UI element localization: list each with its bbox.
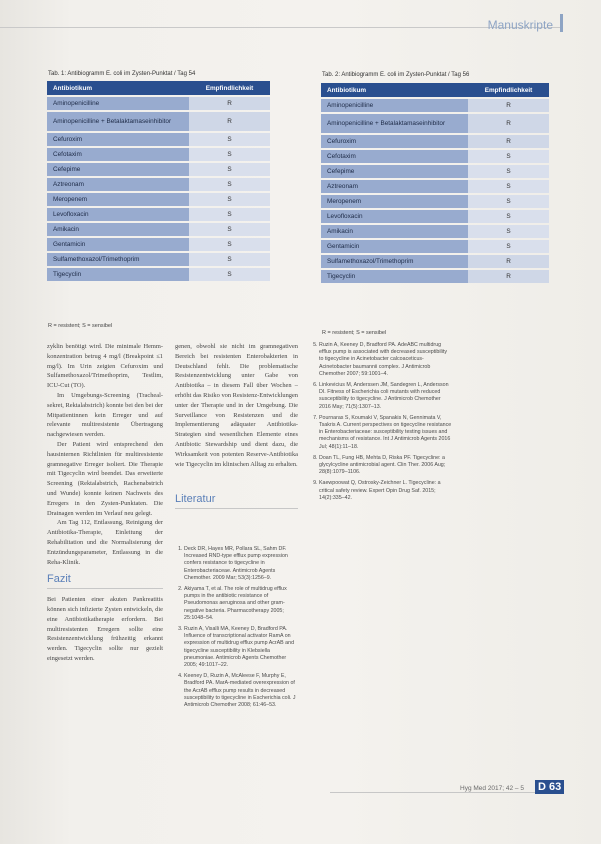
table-row [321, 225, 549, 238]
antibiotic-cell: Tigecyclin [47, 268, 189, 281]
section-label: Manuskripte [487, 18, 553, 32]
table-row [47, 253, 270, 266]
antibiotic-cell: Tigecyclin [321, 270, 468, 283]
sensitivity-cell: S [189, 223, 270, 236]
table-row [321, 165, 549, 178]
table2-header-sensitivity: Empfindlichkeit [468, 83, 549, 97]
antibiotic-cell: Aztreonam [321, 180, 468, 193]
journal-citation: Hyg Med 2017; 42 – 5 [460, 785, 524, 792]
table-row [321, 255, 549, 268]
reference-item: 9. Kaewpoowat Q, Ostrosky-Zeichner L. Tigecycline: a critical safety review. Expert Opin Drug Saf. 2015; 14(2):335–42. [319, 480, 452, 502]
table-row [47, 193, 270, 206]
table-row [47, 163, 270, 176]
antibiotic-cell: Levofloxacin [321, 210, 468, 223]
body-column-1 [47, 342, 163, 664]
body-column-2 [175, 342, 298, 515]
section-marker [560, 14, 563, 32]
sensitivity-cell: R [189, 97, 270, 110]
table-row [321, 150, 549, 163]
table-row [321, 135, 549, 148]
sensitivity-cell: S [189, 178, 270, 191]
antibiotic-cell: Amikacin [47, 223, 189, 236]
table-row [47, 133, 270, 146]
table2-header-antibiotic: Antibiotikum [321, 83, 468, 97]
antibiotic-cell: Aminopenicilline [321, 99, 468, 112]
literatur-heading: Literatur [175, 495, 298, 509]
table-row [321, 270, 549, 283]
antibiotic-cell: Cefepime [321, 165, 468, 178]
body-paragraph: Im Umgebungs-Screening (Tracheal-sekret, Rektalabstrich) konnte bei den bei der Mitpatientinnen kein Erreger und auf relevante multiresistente Übertragung nachgewiesen werden. [47, 391, 163, 439]
page-number: D 63 [535, 780, 564, 794]
sensitivity-cell: S [189, 133, 270, 146]
sensitivity-cell: R [468, 99, 549, 112]
body-paragraph: genen, obwohl sie nicht im gramnegativen Bereich bei resistenten Enterobakterien in Deutschland fehlt. Die problematische Resistenzentwicklung unter Gabe von Antibiotika – in diesem Fall über Wochen – erhöht das Risiko von Resistenz-Entwicklungen unter der Therapie und in der Umgebung. Die Surveillance von Resistenzen und die Implementierung adäquater Antibiotika-Strategien sind wesentlichen Elemente eines Antibiotic Stewardship und dient dazu, die Wirksamkeit von potenten Reserve-Antibiotika wie Tigecyclin im klinischen Alltag zu erhalten. [175, 343, 298, 468]
sensitivity-cell: R [468, 114, 549, 133]
page-footer [0, 780, 601, 800]
table1-note: R = resistent; S = sensibel [48, 323, 113, 329]
table-row [47, 178, 270, 191]
reference-item: 2. Akiyama T, et al. The role of multidrug efflux pumps in the antibiotic resistance of Pseudomonas aeruginosa and other gram-negative bacteria. Pharmacotherapy 2005; 25:1048–54. [184, 586, 298, 622]
table-row [47, 112, 270, 131]
reference-item: 3. Ruzin A, Visalli MA, Keeney D, Bradford PA. Influence of transcriptional activator RamA on expression of multidrug efflux pump AcrAB and tigecycline susceptibility in Klebsiella pneumoniae. Antimicrob Agents Chemother 2005; 49:1017–22. [184, 626, 298, 669]
table-row [47, 148, 270, 161]
table1-header-sensitivity: Empfindlichkeit [189, 81, 270, 95]
references-column-3 [310, 342, 452, 506]
body-paragraph: Am Tag 112, Entlassung, Reinigung der Antibiotika-Therapie, Einleitung der Rehabilitation und die Normalisierung der Entzündungsparameter, Entlassung in die Reha-Klinik. [47, 519, 163, 566]
sensitivity-cell: R [468, 255, 549, 268]
references-column-2 [175, 546, 298, 713]
antibiotic-cell: Levofloxacin [47, 208, 189, 221]
reference-item: 5. Ruzin A, Keeney D, Bradford PA. AdeABC multidrug efflux pump is associated with decreased susceptibility to tigecycline in Acinetobacter calcoaceticus-Acinetobacter baumannii complex. J Antimicrob Chemother 2007; 59:1001–4. [319, 342, 452, 378]
table-row [47, 97, 270, 110]
sensitivity-cell: S [468, 225, 549, 238]
sensitivity-cell: S [189, 163, 270, 176]
antibiotic-cell: Cefuroxim [47, 133, 189, 146]
sensitivity-cell: S [189, 208, 270, 221]
sensitivity-cell: R [468, 135, 549, 148]
antibiotic-cell: Cefuroxim [321, 135, 468, 148]
table2 [321, 81, 549, 285]
sensitivity-cell: S [189, 238, 270, 251]
sensitivity-cell: R [189, 112, 270, 131]
body-paragraph: zyklin benötigt wird. Die minimale Hemm-konzentration betrug 4 mg/l (Breakpoint ≤1 mg/l). Im Urin zeigten Cefuroxim und Sulfamethoxazol/Trimethoprim, Testlim, ICU-Cut (TO). [47, 343, 163, 390]
fazit-heading: Fazit [47, 575, 163, 589]
fazit-paragraph: Bei Patienten einer akuten Pankreatitis können sich infizierte Zysten entwickeln, die eine Antibiotikatherapie erfordern. Bei multiresistenten Erregern sollte eine Resistenzentwicklung frühzeitig erkannt werden. Tigecyclin sollte nur gezielt eingesetzt werden. [47, 596, 163, 662]
table-row [47, 238, 270, 251]
antibiotic-cell: Sulfamethoxazol/Trimethoprim [321, 255, 468, 268]
antibiotic-cell: Amikacin [321, 225, 468, 238]
antibiotic-cell: Aztreonam [47, 178, 189, 191]
antibiotic-cell: Meropenem [47, 193, 189, 206]
table1 [47, 79, 270, 283]
antibiotic-cell: Sulfamethoxazol/Trimethoprim [47, 253, 189, 266]
table2-note: R = resistent; S = sensibel [322, 330, 387, 336]
sensitivity-cell: S [468, 150, 549, 163]
sensitivity-cell: S [468, 240, 549, 253]
antibiotic-cell: Cefepime [47, 163, 189, 176]
table-row [47, 223, 270, 236]
antibiotic-cell: Aminopenicilline + Betalaktamaseinhibitor [47, 112, 189, 131]
antibiotic-cell: Cefotaxim [47, 148, 189, 161]
reference-item: 8. Doan TL, Fung HB, Mehta D, Riska PF. Tigecycline: a glycylcycline antimicrobial agent. Clin Ther. 2006 Aug; 28(8):1079–1106. [319, 455, 452, 477]
sensitivity-cell: S [189, 148, 270, 161]
header-rule [0, 27, 561, 28]
table1-header-antibiotic: Antibiotikum [47, 81, 189, 95]
sensitivity-cell: S [468, 210, 549, 223]
sensitivity-cell: S [189, 268, 270, 281]
antibiotic-cell: Gentamicin [47, 238, 189, 251]
sensitivity-cell: R [468, 270, 549, 283]
antibiotic-cell: Gentamicin [321, 240, 468, 253]
table-row [321, 114, 549, 133]
footer-rule [330, 792, 535, 793]
reference-item: 1. Deck DR, Hayes MR, Pollara SL, Sahm DF. Increased RND-type efflux pump expression confers resistance to tigecycline in Enterobacteriaceae. Antimicrob Agents Chemother. 2009 Mar; 53(3):1256–9. [184, 546, 298, 582]
reference-item: 6. Linkevicius M, Anderssen JM, Sandegren L, Andersson DI. Fitness of Escherichia coli mutants with reduced susceptibility to tigecycline. J Antimicrob Chemother 2016 May; 71(5):1307–13. [319, 382, 452, 411]
table-row [321, 240, 549, 253]
table-row [321, 99, 549, 112]
antibiotic-cell: Meropenem [321, 195, 468, 208]
table-row [47, 268, 270, 281]
body-paragraph: Der Patient wird entsprechend den hausinternen Richtlinien für multiresistente gramnegative Erreger isoliert. Die Therapie mit Tigecyclin wird beendet. Das erweiterte Screening (Rektalabstrich, Rachenabstrich und Wunde) konnte keinen Nachweis des Erregers in den Zysten-Punktaten. Die Drainagen werden im Verlauf neu gelegt. [47, 440, 163, 517]
sensitivity-cell: S [468, 165, 549, 178]
table2-caption: Tab. 2: Antibiogramm E. coli im Zysten-Punktat / Tag 56 [322, 72, 470, 78]
sensitivity-cell: S [189, 253, 270, 266]
sensitivity-cell: S [189, 193, 270, 206]
table1-caption: Tab. 1: Antibiogramm E. coli im Zysten-Punktat / Tag 54 [48, 71, 196, 77]
sensitivity-cell: S [468, 195, 549, 208]
table-row [321, 180, 549, 193]
sensitivity-cell: S [468, 180, 549, 193]
table-row [47, 208, 270, 221]
table-row [321, 195, 549, 208]
antibiotic-cell: Aminopenicilline + Betalaktamaseinhibitor [321, 114, 468, 133]
table-row [321, 210, 549, 223]
antibiotic-cell: Aminopenicilline [47, 97, 189, 110]
reference-item: 7. Pournaras S, Koumaki V, Spanakis N, Gennimata V, Tsakris A. Current perspectives on tigecycline resistance in Enterobacteriaceae: susceptibility testing issues and mechanisms of resistance. Int J Antimicrob Agents 2016 Jul; 48(1):11–18. [319, 415, 452, 451]
reference-item: 4. Keeney D, Ruzin A, McAleese F, Murphy E, Bradford PA. MarA-mediated overexpression of the AcrAB efflux pump results in decreased susceptibility to tigecycline in Escherichia coli. J Antimicrob Chemother 2008; 61:46–53. [184, 673, 298, 709]
antibiotic-cell: Cefotaxim [321, 150, 468, 163]
